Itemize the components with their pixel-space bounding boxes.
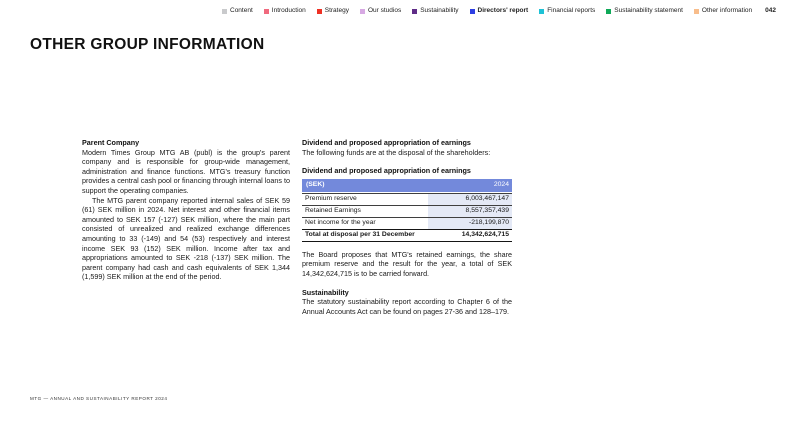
introduction-swatch-icon <box>264 9 269 14</box>
dividend-section <box>302 138 512 316</box>
nav-item-financial-reports[interactable] <box>539 7 595 15</box>
sustainability-statement-swatch-icon <box>606 9 611 14</box>
sustainability-heading: Sustainability <box>302 287 349 297</box>
financial-reports-swatch-icon <box>539 9 544 14</box>
row-value: 6,003,467,147 <box>428 194 512 205</box>
parent-company-section <box>82 138 290 282</box>
nav-label: Sustainability statement <box>614 7 683 14</box>
top-navigation <box>222 7 776 15</box>
other-information-swatch-icon <box>694 9 699 14</box>
board-proposal-paragraph: The Board proposes that MTG's retained earnings, the share premium reserve and the result for the year, a total of SEK 14,342,624,715 is to be carried forward. <box>302 249 512 278</box>
nav-label: Strategy <box>324 7 349 14</box>
table-body <box>302 193 512 242</box>
total-row-label: Total at disposal per 31 December <box>305 231 415 239</box>
report-footer: MTG — ANNUAL AND SUSTAINABILITY REPORT 2024 <box>30 396 168 401</box>
page-title: OTHER GROUP INFORMATION <box>30 36 265 53</box>
nav-item-sustainability-statement[interactable] <box>606 7 683 15</box>
table-header-row <box>302 179 512 192</box>
dividend-intro: The following funds are at the disposal of the shareholders: <box>302 147 491 157</box>
nav-item-introduction[interactable] <box>264 7 306 15</box>
row-label: Net income for the year <box>305 219 376 227</box>
dividend-heading: Dividend and proposed appropriation of earnings <box>302 138 471 147</box>
nav-label: Directors' report <box>477 7 529 14</box>
row-label: Retained Earnings <box>305 207 361 215</box>
page-number: 042 <box>765 7 776 14</box>
row-value: -218,199,870 <box>428 218 512 229</box>
table-row <box>302 194 512 206</box>
parent-company-paragraph-1: Modern Times Group MTG AB (publ) is the group's parent company and is responsible for group-wide management, administration and finance functions. MTG's treasury function provides a central cash pool or financing through internal loans to support the operating companies. <box>82 147 290 195</box>
parent-company-heading: Parent Company <box>82 138 140 147</box>
our-studios-swatch-icon <box>360 9 365 14</box>
sustainability-swatch-icon <box>412 9 417 14</box>
nav-item-sustainability[interactable] <box>412 7 458 15</box>
row-label: Premium reserve <box>305 195 357 203</box>
row-value: 8,557,357,439 <box>428 206 512 217</box>
sustainability-section <box>302 288 512 317</box>
parent-company-paragraph-2: The MTG parent company reported internal sales of SEK 59 (61) SEK million in 2024. Net interest and other financial items amounted to SEK 157 (-127) SEK million, where the main part consisted of unrealized and realized exchange differences amounting to 33 (-149) and 54 (53) respectively and interest income SEK 93 (152) SEK million. Income after tax and appropriations amounted to SEK -218 (-137) SEK million. The parent company had cash and cash equivalents of SEK 1,344 (1,599) SEK million at the end of the period. <box>82 195 290 282</box>
nav-item-our-studios[interactable] <box>360 7 401 15</box>
directors-report-swatch-icon <box>470 9 475 14</box>
table-row <box>302 218 512 230</box>
nav-label: Other information <box>701 7 753 14</box>
nav-item-strategy[interactable] <box>317 7 349 15</box>
appropriation-table-heading: Dividend and proposed appropriation of earnings <box>302 166 471 176</box>
table-row <box>302 206 512 218</box>
table-total-row <box>302 229 512 242</box>
sustainability-paragraph: The statutory sustainability report according to Chapter 6 of the Annual Accounts Act can be found on pages 27-36 and 128–179. <box>302 297 512 316</box>
nav-label: Content <box>230 7 253 14</box>
nav-label: Introduction <box>271 7 306 14</box>
nav-item-directors-report[interactable] <box>470 7 529 15</box>
appropriation-table <box>302 179 512 242</box>
nav-label: Financial reports <box>547 7 596 14</box>
strategy-swatch-icon <box>317 9 322 14</box>
nav-label: Sustainability <box>420 7 459 14</box>
table-header-year: 2024 <box>493 181 509 189</box>
nav-item-other-information[interactable] <box>694 7 752 15</box>
nav-item-content[interactable] <box>222 7 253 15</box>
total-row-value: 14,342,624,715 <box>461 231 509 239</box>
nav-label: Our studios <box>367 7 402 14</box>
content-swatch-icon <box>222 9 227 14</box>
table-header-sek: (SEK) <box>306 181 325 189</box>
